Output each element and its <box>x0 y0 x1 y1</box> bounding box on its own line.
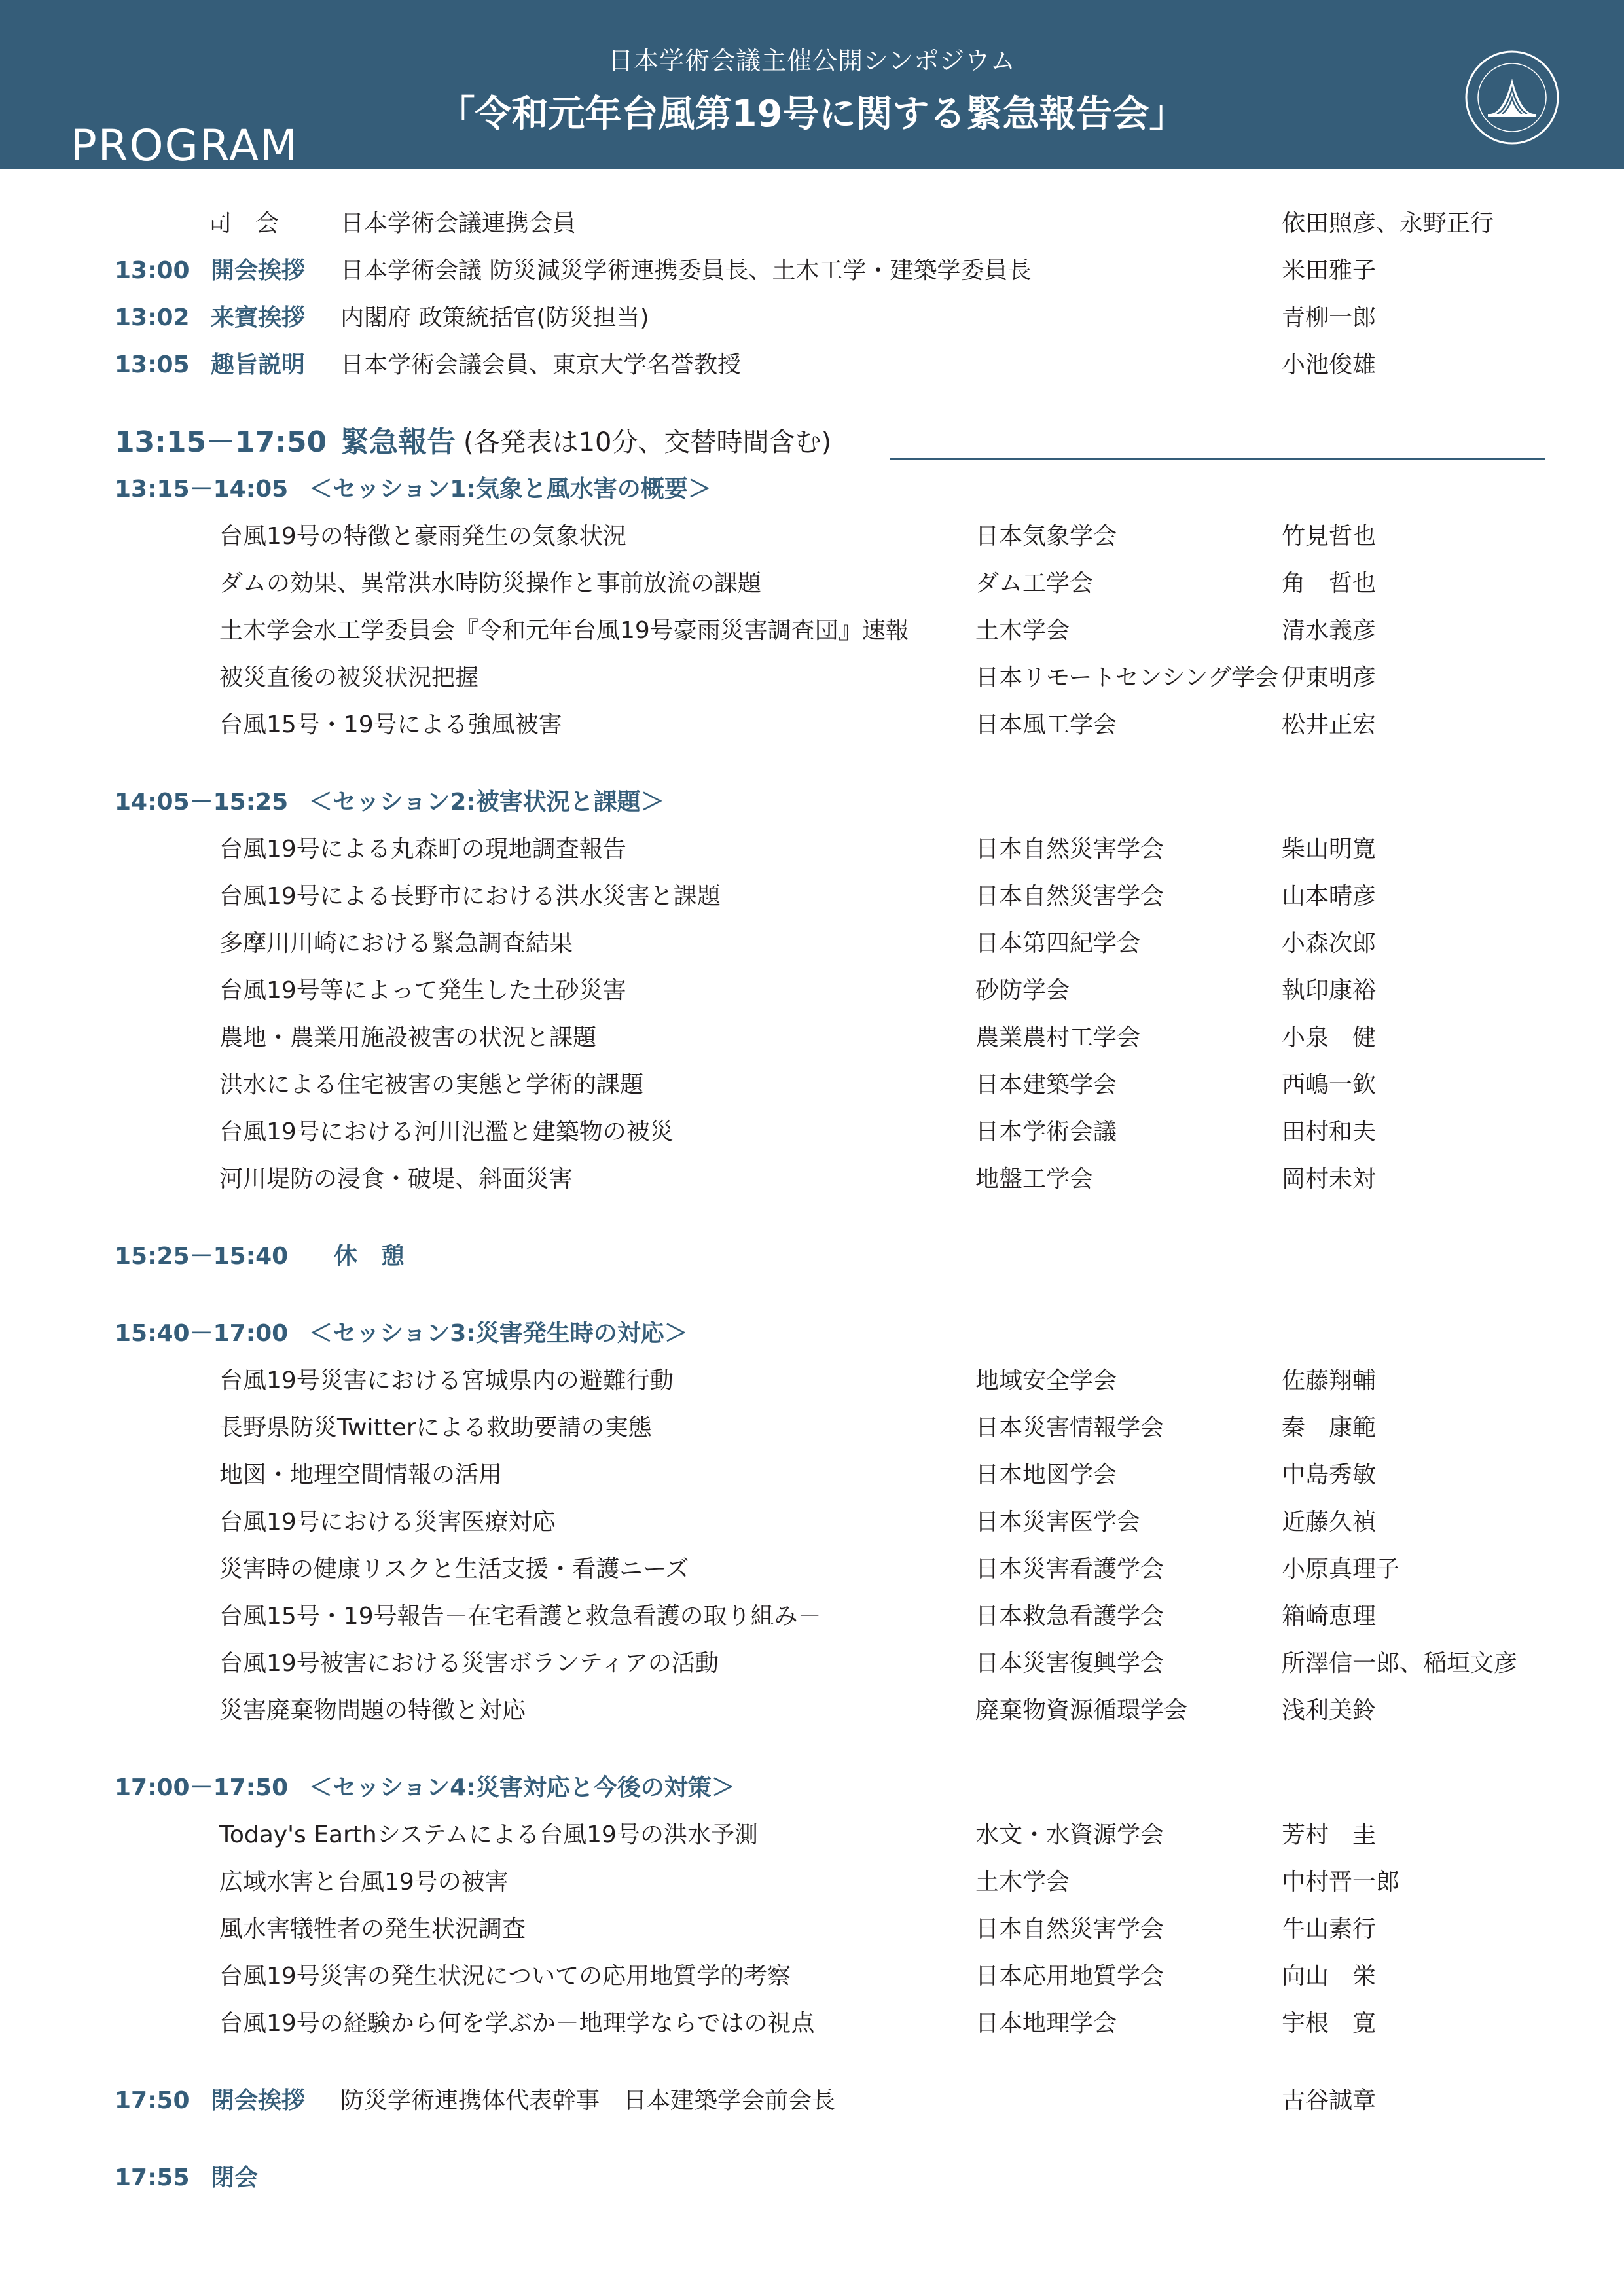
talk-title: 河川堤防の浸食・破堤、斜面災害 <box>219 1166 573 1193</box>
talk-row <box>0 831 1624 868</box>
break-row <box>0 1238 1624 1275</box>
talk-society: 日本地図学会 <box>975 1462 1117 1488</box>
moderator-label: 司 会 <box>208 210 280 237</box>
purpose-row <box>0 347 1624 384</box>
talk-row <box>0 2005 1624 2042</box>
talk-speaker: 佐藤翔輔 <box>1282 1367 1377 1394</box>
talk-society: 日本建築学会 <box>975 1071 1117 1098</box>
moderator-role: 日本学術会議連携会員 <box>340 210 577 237</box>
talk-speaker: 芳村 圭 <box>1282 1821 1377 1848</box>
talk-society: 日本自然災害学会 <box>975 836 1164 863</box>
header-banner <box>0 0 1624 169</box>
session-title: ＜セッション4:災害対応と今後の対策＞ <box>309 1774 735 1801</box>
talk-row <box>0 613 1624 649</box>
talk-row <box>0 1410 1624 1446</box>
closing-name: 古谷誠章 <box>1282 2087 1377 2114</box>
talk-title: 台風19号による丸森町の現地調査報告 <box>219 836 626 863</box>
talk-speaker: 宇根 寛 <box>1282 2010 1377 2037</box>
time-label: 13:05 <box>115 351 190 378</box>
talk-row <box>0 1958 1624 1995</box>
talk-speaker: 伊東明彦 <box>1282 664 1377 691</box>
end-time: 17:55 <box>115 2164 190 2191</box>
talk-row <box>0 1598 1624 1635</box>
talk-society: 日本リモートセンシング学会 <box>975 664 1278 691</box>
talk-title: 地図・地理空間情報の活用 <box>219 1462 503 1488</box>
talk-society: 地域安全学会 <box>975 1367 1117 1394</box>
talk-row <box>0 1693 1624 1729</box>
moderator-names: 依田照彦、永野正行 <box>1282 210 1494 237</box>
talk-society: 日本応用地質学会 <box>975 1963 1164 1990</box>
talk-society: 日本学術会議 <box>975 1119 1117 1145</box>
talk-society: ダム工学会 <box>975 570 1094 597</box>
session-title: ＜セッション2:被害状況と課題＞ <box>309 789 664 816</box>
talk-society: 土木学会 <box>975 617 1070 644</box>
closing-address-row <box>0 2083 1624 2119</box>
talk-row <box>0 1363 1624 1399</box>
talk-title: 土木学会水工学委員会『令和元年台風19号豪雨災害調査団』速報 <box>219 617 909 644</box>
moderator-row <box>0 206 1624 242</box>
talk-society: 水文・水資源学会 <box>975 1821 1164 1848</box>
talk-title: 洪水による住宅被害の実態と学術的課題 <box>219 1071 644 1098</box>
session-time: 17:00－17:50 <box>115 1774 289 1801</box>
talk-speaker: 竹見哲也 <box>1282 523 1377 550</box>
closing-time: 17:50 <box>115 2087 190 2114</box>
talk-row <box>0 660 1624 696</box>
talk-row <box>0 1457 1624 1494</box>
talk-society: 砂防学会 <box>975 977 1070 1004</box>
talk-title: 風水害犠牲者の発生状況調査 <box>219 1916 526 1943</box>
item-label: 開会挨拶 <box>211 257 306 284</box>
talk-speaker: 秦 康範 <box>1282 1414 1377 1441</box>
talk-row <box>0 707 1624 744</box>
reports-note: (各発表は10分、交替時間含む) <box>463 427 832 457</box>
talk-society: 日本災害復興学会 <box>975 1650 1164 1677</box>
talk-speaker: 牛山素行 <box>1282 1916 1377 1943</box>
item-name: 青柳一郎 <box>1282 304 1377 331</box>
talk-society: 土木学会 <box>975 1869 1070 1895</box>
talk-title: 台風19号被害における災害ボランティアの活動 <box>219 1650 719 1677</box>
session-header <box>0 1770 1624 1806</box>
talk-row <box>0 565 1624 602</box>
talk-speaker: 西嶋一欽 <box>1282 1071 1377 1098</box>
talk-row <box>0 878 1624 915</box>
break-label: 休 憩 <box>334 1243 405 1270</box>
item-label: 来賓挨拶 <box>211 304 306 331</box>
talk-society: 日本自然災害学会 <box>975 1916 1164 1943</box>
talk-society: 廃棄物資源循環学会 <box>975 1697 1188 1724</box>
talk-society: 日本地理学会 <box>975 2010 1117 2037</box>
session-time: 13:15－14:05 <box>115 476 289 503</box>
item-name: 米田雅子 <box>1282 257 1377 284</box>
talk-society: 日本災害医学会 <box>975 1509 1141 1535</box>
item-name: 小池俊雄 <box>1282 351 1377 378</box>
talk-society: 日本自然災害学会 <box>975 883 1164 910</box>
talk-row <box>0 1504 1624 1541</box>
talk-title: 災害廃棄物問題の特徴と対応 <box>219 1697 526 1724</box>
talk-row <box>0 1911 1624 1948</box>
talk-row <box>0 1645 1624 1682</box>
talk-speaker: 中村晋一郎 <box>1282 1869 1400 1895</box>
talk-speaker: 松井正宏 <box>1282 711 1377 738</box>
talk-speaker: 小泉 健 <box>1282 1024 1377 1051</box>
talk-title: 台風19号による長野市における洪水災害と課題 <box>219 883 721 910</box>
talk-society: 日本第四紀学会 <box>975 930 1141 957</box>
talk-row <box>0 1020 1624 1056</box>
talk-title: 被災直後の被災状況把握 <box>219 664 479 691</box>
talk-speaker: 浅利美鈴 <box>1282 1697 1377 1724</box>
program-heading: PROGRAM <box>71 120 299 171</box>
section-divider <box>890 458 1545 460</box>
talk-society: 日本救急看護学会 <box>975 1603 1164 1630</box>
talk-society: 日本災害看護学会 <box>975 1556 1164 1583</box>
closing-role: 防災学術連携体代表幹事 日本建築学会前会長 <box>340 2087 836 2114</box>
reports-heading-row <box>0 422 1624 463</box>
talk-society: 日本気象学会 <box>975 523 1117 550</box>
talk-society: 日本災害情報学会 <box>975 1414 1164 1441</box>
opening-address-row <box>0 253 1624 289</box>
talk-title: 台風19号における災害医療対応 <box>219 1509 556 1535</box>
talk-title: 台風19号における河川氾濫と建築物の被災 <box>219 1119 674 1145</box>
talk-title: 台風19号等によって発生した土砂災害 <box>219 977 626 1004</box>
talk-society: 地盤工学会 <box>975 1166 1094 1193</box>
session-title: ＜セッション3:災害発生時の対応＞ <box>309 1320 688 1347</box>
talk-speaker: 所澤信一郎、稲垣文彦 <box>1282 1650 1518 1677</box>
talk-row <box>0 1817 1624 1854</box>
talk-speaker: 小森次郎 <box>1282 930 1377 957</box>
talk-speaker: 清水義彦 <box>1282 617 1377 644</box>
talk-speaker: 角 哲也 <box>1282 570 1377 597</box>
talk-title: 多摩川川崎における緊急調査結果 <box>219 930 573 957</box>
talk-speaker: 執印康裕 <box>1282 977 1377 1004</box>
end-row <box>0 2160 1624 2197</box>
session-title: ＜セッション1:気象と風水害の概要＞ <box>309 476 712 503</box>
talk-speaker: 柴山明寛 <box>1282 836 1377 863</box>
item-role: 日本学術会議 防災減災学術連携委員長、土木工学・建築学委員長 <box>340 257 1032 284</box>
talk-title: 広域水害と台風19号の被害 <box>219 1869 509 1895</box>
time-label: 13:02 <box>115 304 190 331</box>
talk-speaker: 近藤久禎 <box>1282 1509 1377 1535</box>
talk-title: 台風19号の経験から何を学ぶか－地理学ならではの視点 <box>219 2010 815 2037</box>
talk-speaker: 向山 栄 <box>1282 1963 1377 1990</box>
talk-society: 農業農村工学会 <box>975 1024 1141 1051</box>
talk-speaker: 山本晴彦 <box>1282 883 1377 910</box>
talk-title: 農地・農業用施設被害の状況と課題 <box>219 1024 597 1051</box>
talk-title: 台風15号・19号による強風被害 <box>219 711 562 738</box>
talk-row <box>0 1864 1624 1901</box>
session-time: 15:40－17:00 <box>115 1320 289 1347</box>
talk-title: 台風19号災害における宮城県内の避難行動 <box>219 1367 674 1394</box>
talk-title: 台風15号・19号報告－在宅看護と救急看護の取り組み－ <box>219 1603 821 1630</box>
reports-time: 13:15－17:50 <box>115 425 327 459</box>
talk-speaker: 箱崎恵理 <box>1282 1603 1377 1630</box>
break-time: 15:25－15:40 <box>115 1243 289 1270</box>
talk-speaker: 中島秀敏 <box>1282 1462 1377 1488</box>
talk-speaker: 田村和夫 <box>1282 1119 1377 1145</box>
talk-row <box>0 1067 1624 1103</box>
talk-row <box>0 973 1624 1009</box>
talk-title: 台風19号の特徴と豪雨発生の気象状況 <box>219 523 626 550</box>
organizer-text: 日本学術会議主催公開シンポジウム <box>608 46 1016 75</box>
talk-title: 災害時の健康リスクと生活支援・看護ニーズ <box>219 1556 689 1583</box>
talk-row <box>0 518 1624 555</box>
session-time: 14:05－15:25 <box>115 789 289 816</box>
talk-society: 日本風工学会 <box>975 711 1117 738</box>
talk-row <box>0 925 1624 962</box>
talk-row <box>0 1114 1624 1151</box>
talk-speaker: 小原真理子 <box>1282 1556 1400 1583</box>
closing-label: 閉会挨拶 <box>211 2087 306 2114</box>
end-label: 閉会 <box>211 2164 259 2191</box>
item-role: 内閣府 政策統括官(防災担当) <box>340 304 649 331</box>
talk-title: Today's Earthシステムによる台風19号の洪水予測 <box>219 1821 758 1848</box>
talk-title: 長野県防災Twitterによる救助要請の実態 <box>219 1414 652 1441</box>
talk-row <box>0 1161 1624 1198</box>
science-council-of-japan-logo <box>1464 50 1560 145</box>
talk-title: 台風19号災害の発生状況についての応用地質学的考察 <box>219 1963 791 1990</box>
session-header <box>0 784 1624 821</box>
page-title: 「令和元年台風第19号に関する緊急報告会」 <box>438 93 1186 135</box>
reports-label: 緊急報告 <box>340 425 456 459</box>
talk-row <box>0 1551 1624 1588</box>
session-header <box>0 471 1624 508</box>
guest-address-row <box>0 300 1624 336</box>
item-label: 趣旨説明 <box>211 351 306 378</box>
talk-title: ダムの効果、異常洪水時防災操作と事前放流の課題 <box>219 570 762 597</box>
talk-speaker: 岡村未対 <box>1282 1166 1377 1193</box>
time-label: 13:00 <box>115 257 190 284</box>
session-header <box>0 1316 1624 1352</box>
item-role: 日本学術会議会員、東京大学名誉教授 <box>340 351 742 378</box>
